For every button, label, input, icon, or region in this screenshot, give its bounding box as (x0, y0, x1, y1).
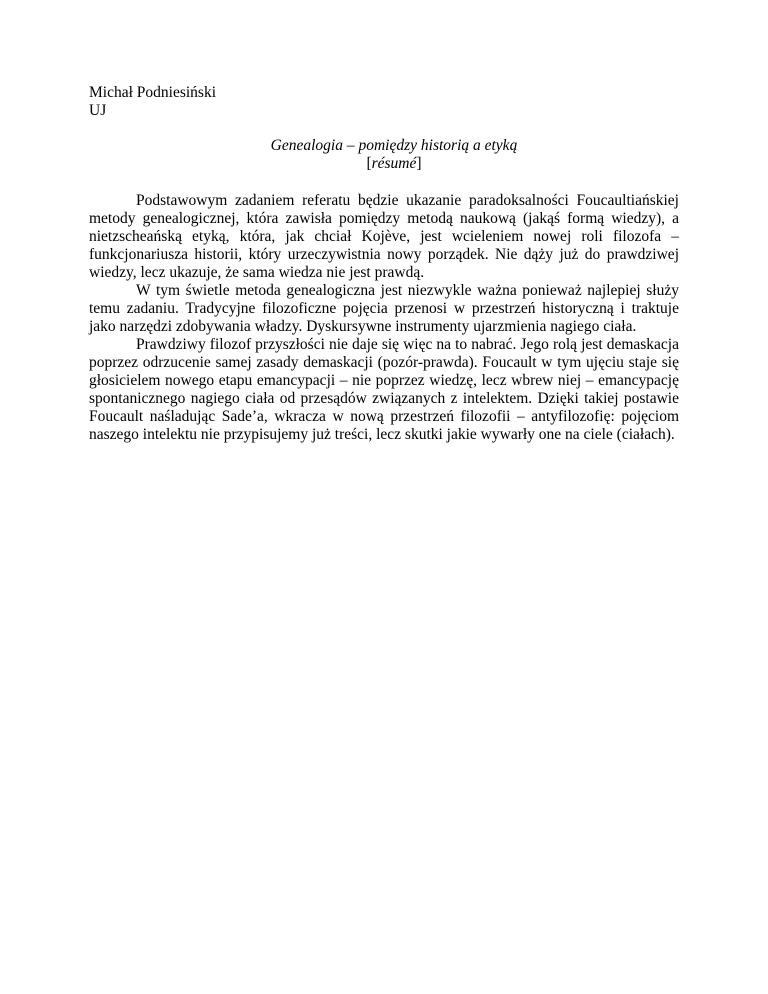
bracket-open: [ (366, 155, 372, 172)
author-affiliation: UJ (89, 102, 107, 119)
body-text (89, 192, 679, 444)
paragraph-3: Prawdziwy filozof przyszłości nie daje się więc na to nabrać. Jego rolą jest demaskacja poprzez odrzucenie samej zasady demaskacji (pozór-prawda). Foucault w tym ujęciu staje się głosicielem nowego etapu emancypacji – nie poprzez wiedzę, lecz wbrew niej – emancypację spontanicznego nagiego ciała od przesądów związanych z intelektem. Dzięki takiej postawie Foucault naśladując Sade’a, wkracza w nową przestrzeń filozofii – antyfilozofię: pojęciom naszego intelektu nie przypisujemy już treści, lecz skutki jakie wywarły one na ciele (ciałach). (89, 336, 679, 443)
bracket-close: ] (416, 155, 422, 172)
title-block (0, 137, 768, 173)
resume-label: résumé (371, 155, 417, 172)
author-name: Michał Podniesiński (89, 84, 217, 101)
author-block (89, 84, 216, 120)
document-title: Genealogia – pomiędzy historią a etyką (270, 137, 518, 154)
paragraph-2: W tym świetle metoda genealogiczna jest niezwykle ważna ponieważ najlepiej służy temu zadaniu. Tradycyjne filozoficzne pojęcia przenosi w przestrzeń historyczną i traktuje jako narzędzi zdobywania władzy. Dyskursywne instrumenty ujarzmienia nagiego ciała. (89, 282, 679, 335)
paragraph-1: Podstawowym zadaniem referatu będzie ukazanie paradoksalności Foucaultiańskiej metody genealogicznej, która zawisła pomiędzy metodą naukową (jakąś formą wiedzy), a nietzscheańską etyką, która, jak chciał Kojève, jest wcieleniem nowej roli filozofa – funkcjonariusza historii, który urzeczywistnia nowy porządek. Nie dąży już do prawdziwej wiedzy, lecz ukazuje, że sama wiedza nie jest prawdą. (89, 192, 679, 281)
document-subtitle (0, 155, 768, 173)
